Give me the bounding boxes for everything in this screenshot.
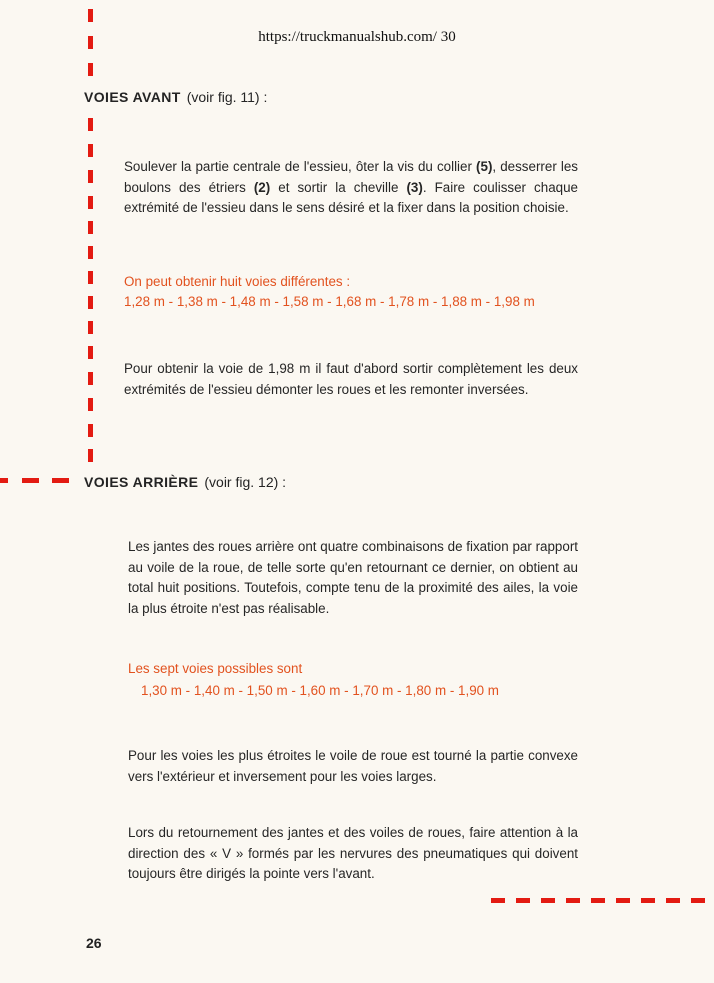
page-number: 26: [86, 935, 102, 951]
rear-tracks-figure-ref: (voir fig. 12) :: [204, 474, 287, 490]
front-tracks-paragraph-2: Pour obtenir la voie de 1,98 m il faut d'abord sortir complètement les deux extrémités de l'essieu démonter les roues et les remonter inversées.: [124, 361, 578, 397]
rear-tracks-highlight-heading: Les sept voies possibles sont: [128, 661, 303, 676]
source-url: https://truckmanualshub.com/ 30: [258, 29, 456, 45]
front-tracks-figure-ref: (voir fig. 11) :: [186, 89, 268, 105]
rear-tracks-paragraph-2: Pour les voies les plus étroites le voile de roue est tourné la partie convexe vers l'extérieur et inversement pour les voies larges.: [128, 748, 578, 784]
rear-tracks-highlight-values: 1,30 m - 1,40 m - 1,50 m - 1,60 m - 1,70 m - 1,80 m - 1,90 m: [141, 683, 499, 698]
front-tracks-paragraph-1: Soulever la partie centrale de l'essieu, ôter la vis du collier (5), desserrer les boulons des étriers (2) et sortir la cheville (3). Faire coulisser chaque extrémité de l'essieu dans le sens désiré et la fixer dans la position choisie.: [124, 159, 578, 216]
front-tracks-highlight-values: 1,28 m - 1,38 m - 1,48 m - 1,58 m - 1,68 m - 1,78 m - 1,88 m - 1,98 m: [124, 294, 535, 309]
front-tracks-heading: [84, 88, 267, 106]
rear-tracks-title: VOIES ARRIÈRE: [84, 474, 199, 490]
front-tracks-title: VOIES AVANT: [84, 89, 181, 105]
rear-tracks-paragraph-1: Les jantes des roues arrière ont quatre combinaisons de fixation par rapport au voile de la roue, de telle sorte qu'en retournant ce dernier, on obtient au total huit positions. Toutefois, compte tenu de la proximité des ailes, la voie la plus étroite n'est pas réalisable.: [128, 539, 578, 616]
front-tracks-highlight-heading: On peut obtenir huit voies différentes :: [124, 274, 351, 289]
rear-tracks-paragraph-3: Lors du retournement des jantes et des voiles de roues, faire attention à la direction des « V » formés par les nervures des pneumatiques qui doivent toujours être dirigés la pointe vers l'avant.: [128, 825, 578, 882]
rear-tracks-heading: [84, 473, 286, 491]
